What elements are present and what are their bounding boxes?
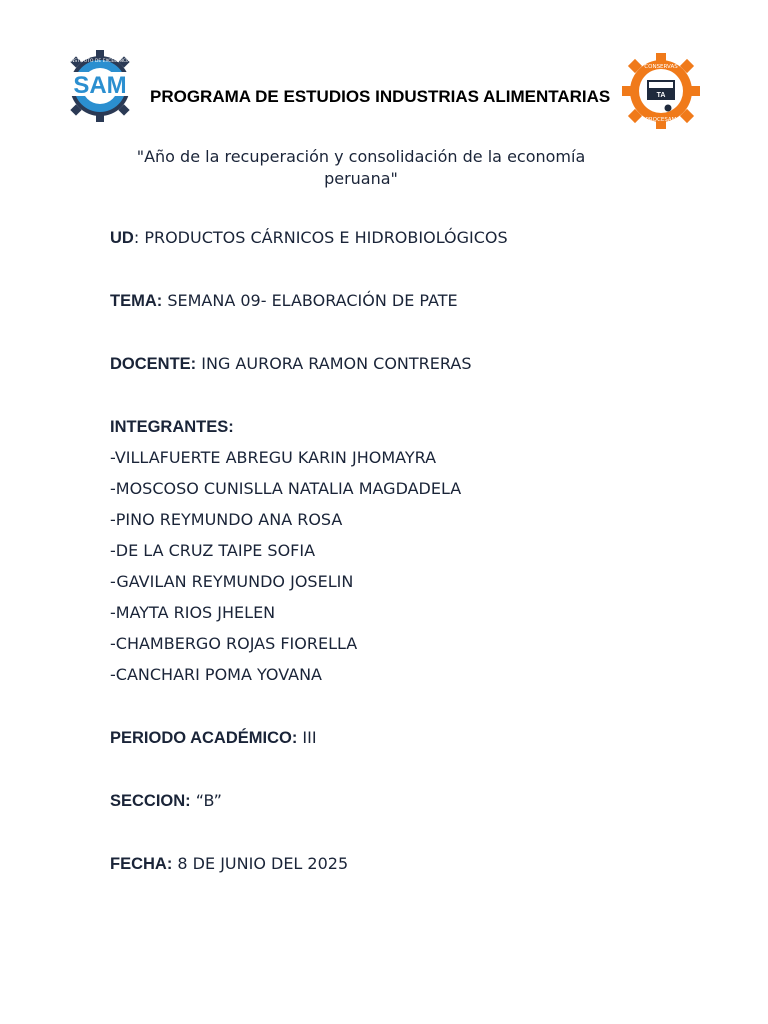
conservas-procesam-logo	[620, 52, 702, 130]
svg-text:SAM: SAM	[73, 72, 127, 99]
tema-label: TEMA:	[110, 292, 163, 310]
seccion-line	[110, 785, 710, 816]
docente-value: ING AURORA RAMON CONTRERAS	[196, 354, 472, 373]
seccion-label: SECCION:	[110, 792, 191, 810]
member-item: -MAYTA RIOS JHELEN	[110, 603, 276, 622]
member-item: -MOSCOSO CUNISLLA NATALIA MAGDADELA	[110, 479, 462, 498]
tema-line	[110, 285, 710, 316]
svg-text:PROCESAM: PROCESAM	[645, 117, 677, 123]
fecha-line	[110, 848, 710, 879]
ud-value: : PRODUCTOS CÁRNICOS E HIDROBIOLÓGICOS	[133, 228, 508, 247]
member-item: -PINO REYMUNDO ANA ROSA	[110, 510, 343, 529]
svg-text:TA: TA	[656, 92, 666, 99]
integrantes-label	[110, 411, 710, 442]
svg-text:INSTITUTO DE EXCELENCIA: INSTITUTO DE EXCELENCIA	[69, 59, 131, 64]
periodo-line	[110, 722, 710, 753]
cover-details	[110, 222, 710, 879]
seccion-value: “B”	[190, 791, 222, 810]
fecha-value: 8 DE JUNIO DEL 2025	[172, 854, 349, 873]
tema-value: SEMANA 09- ELABORACIÓN DE PATE	[162, 291, 458, 310]
fecha-label: FECHA:	[110, 855, 173, 873]
periodo-value: III	[297, 728, 317, 747]
sam-logo	[58, 48, 142, 124]
member-item: -DE LA CRUZ TAIPE SOFIA	[110, 541, 316, 560]
ud-line	[110, 222, 710, 253]
year-motto: "Año de la recuperación y consolidación de la economía peruana"	[136, 147, 586, 188]
member-item: -CANCHARI POMA YOVANA	[110, 665, 322, 684]
integrantes-heading: INTEGRANTES:	[110, 418, 234, 436]
periodo-label: PERIODO ACADÉMICO:	[110, 729, 298, 747]
document-header	[0, 0, 768, 140]
docente-label: DOCENTE:	[110, 355, 197, 373]
program-title: PROGRAMA DE ESTUDIOS INDUSTRIAS ALIMENTARIAS	[150, 87, 611, 106]
docente-line	[110, 348, 710, 379]
member-item: -VILLAFUERTE ABREGU KARIN JHOMAYRA	[110, 448, 437, 467]
svg-text:CONSERVAS: CONSERVAS	[644, 64, 678, 70]
member-item: -GAVILAN REYMUNDO JOSELIN	[110, 572, 354, 591]
member-item: -CHAMBERGO ROJAS FIORELLA	[110, 634, 358, 653]
ud-label: UD	[110, 229, 134, 247]
